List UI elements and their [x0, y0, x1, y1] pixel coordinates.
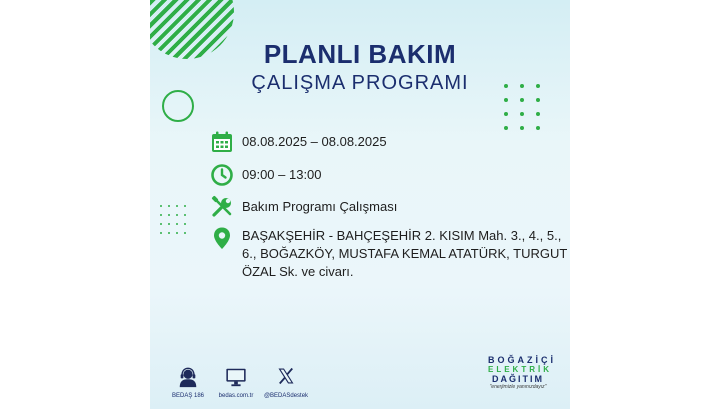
web-label[interactable]: bedas.com.tr — [218, 393, 254, 399]
announcement-card — [150, 0, 570, 409]
work-type-row — [210, 195, 397, 219]
location-text: BAŞAKŞEHİR - BAHÇEŞEHİR 2. KISIM Mah. 3., 4., 5., 6., BOĞAZKÖY, MUSTAFA KEMAL ATATÜRK, TURGUT ÖZAL Sk. ve civarı. — [242, 228, 568, 279]
tools-icon — [210, 195, 234, 219]
phone-label: BEDAŞ 186 — [171, 393, 205, 399]
time-row — [210, 163, 322, 187]
brand-logo — [488, 355, 556, 391]
brand-tagline: "enerjimizle yanınızdayız" — [489, 384, 547, 390]
clock-icon — [210, 163, 234, 187]
date-range-text: 08.08.2025 – 08.08.2025 — [242, 134, 387, 149]
x-logo-icon — [276, 366, 296, 386]
calendar-icon — [210, 130, 234, 154]
dot-grid-decoration-left — [160, 205, 187, 234]
time-range-text: 09:00 – 13:00 — [242, 167, 322, 182]
date-row — [210, 130, 387, 154]
brand-line-3: DAĞITIM — [492, 374, 544, 384]
page-subtitle: ÇALIŞMA PROGRAMI — [251, 72, 469, 94]
social-label[interactable]: @BEDASdestek — [263, 393, 309, 399]
page-title: PLANLI BAKIM — [263, 39, 457, 69]
monitor-icon — [225, 366, 247, 388]
call-agent-icon — [177, 366, 199, 388]
brand-line-2: ELEKTRİK — [488, 365, 552, 374]
work-type-text: Bakım Programı Çalışması — [242, 199, 398, 214]
location-row — [210, 226, 570, 281]
brand-line-1: BOĞAZİÇİ — [488, 355, 556, 365]
map-pin-icon — [210, 226, 234, 250]
